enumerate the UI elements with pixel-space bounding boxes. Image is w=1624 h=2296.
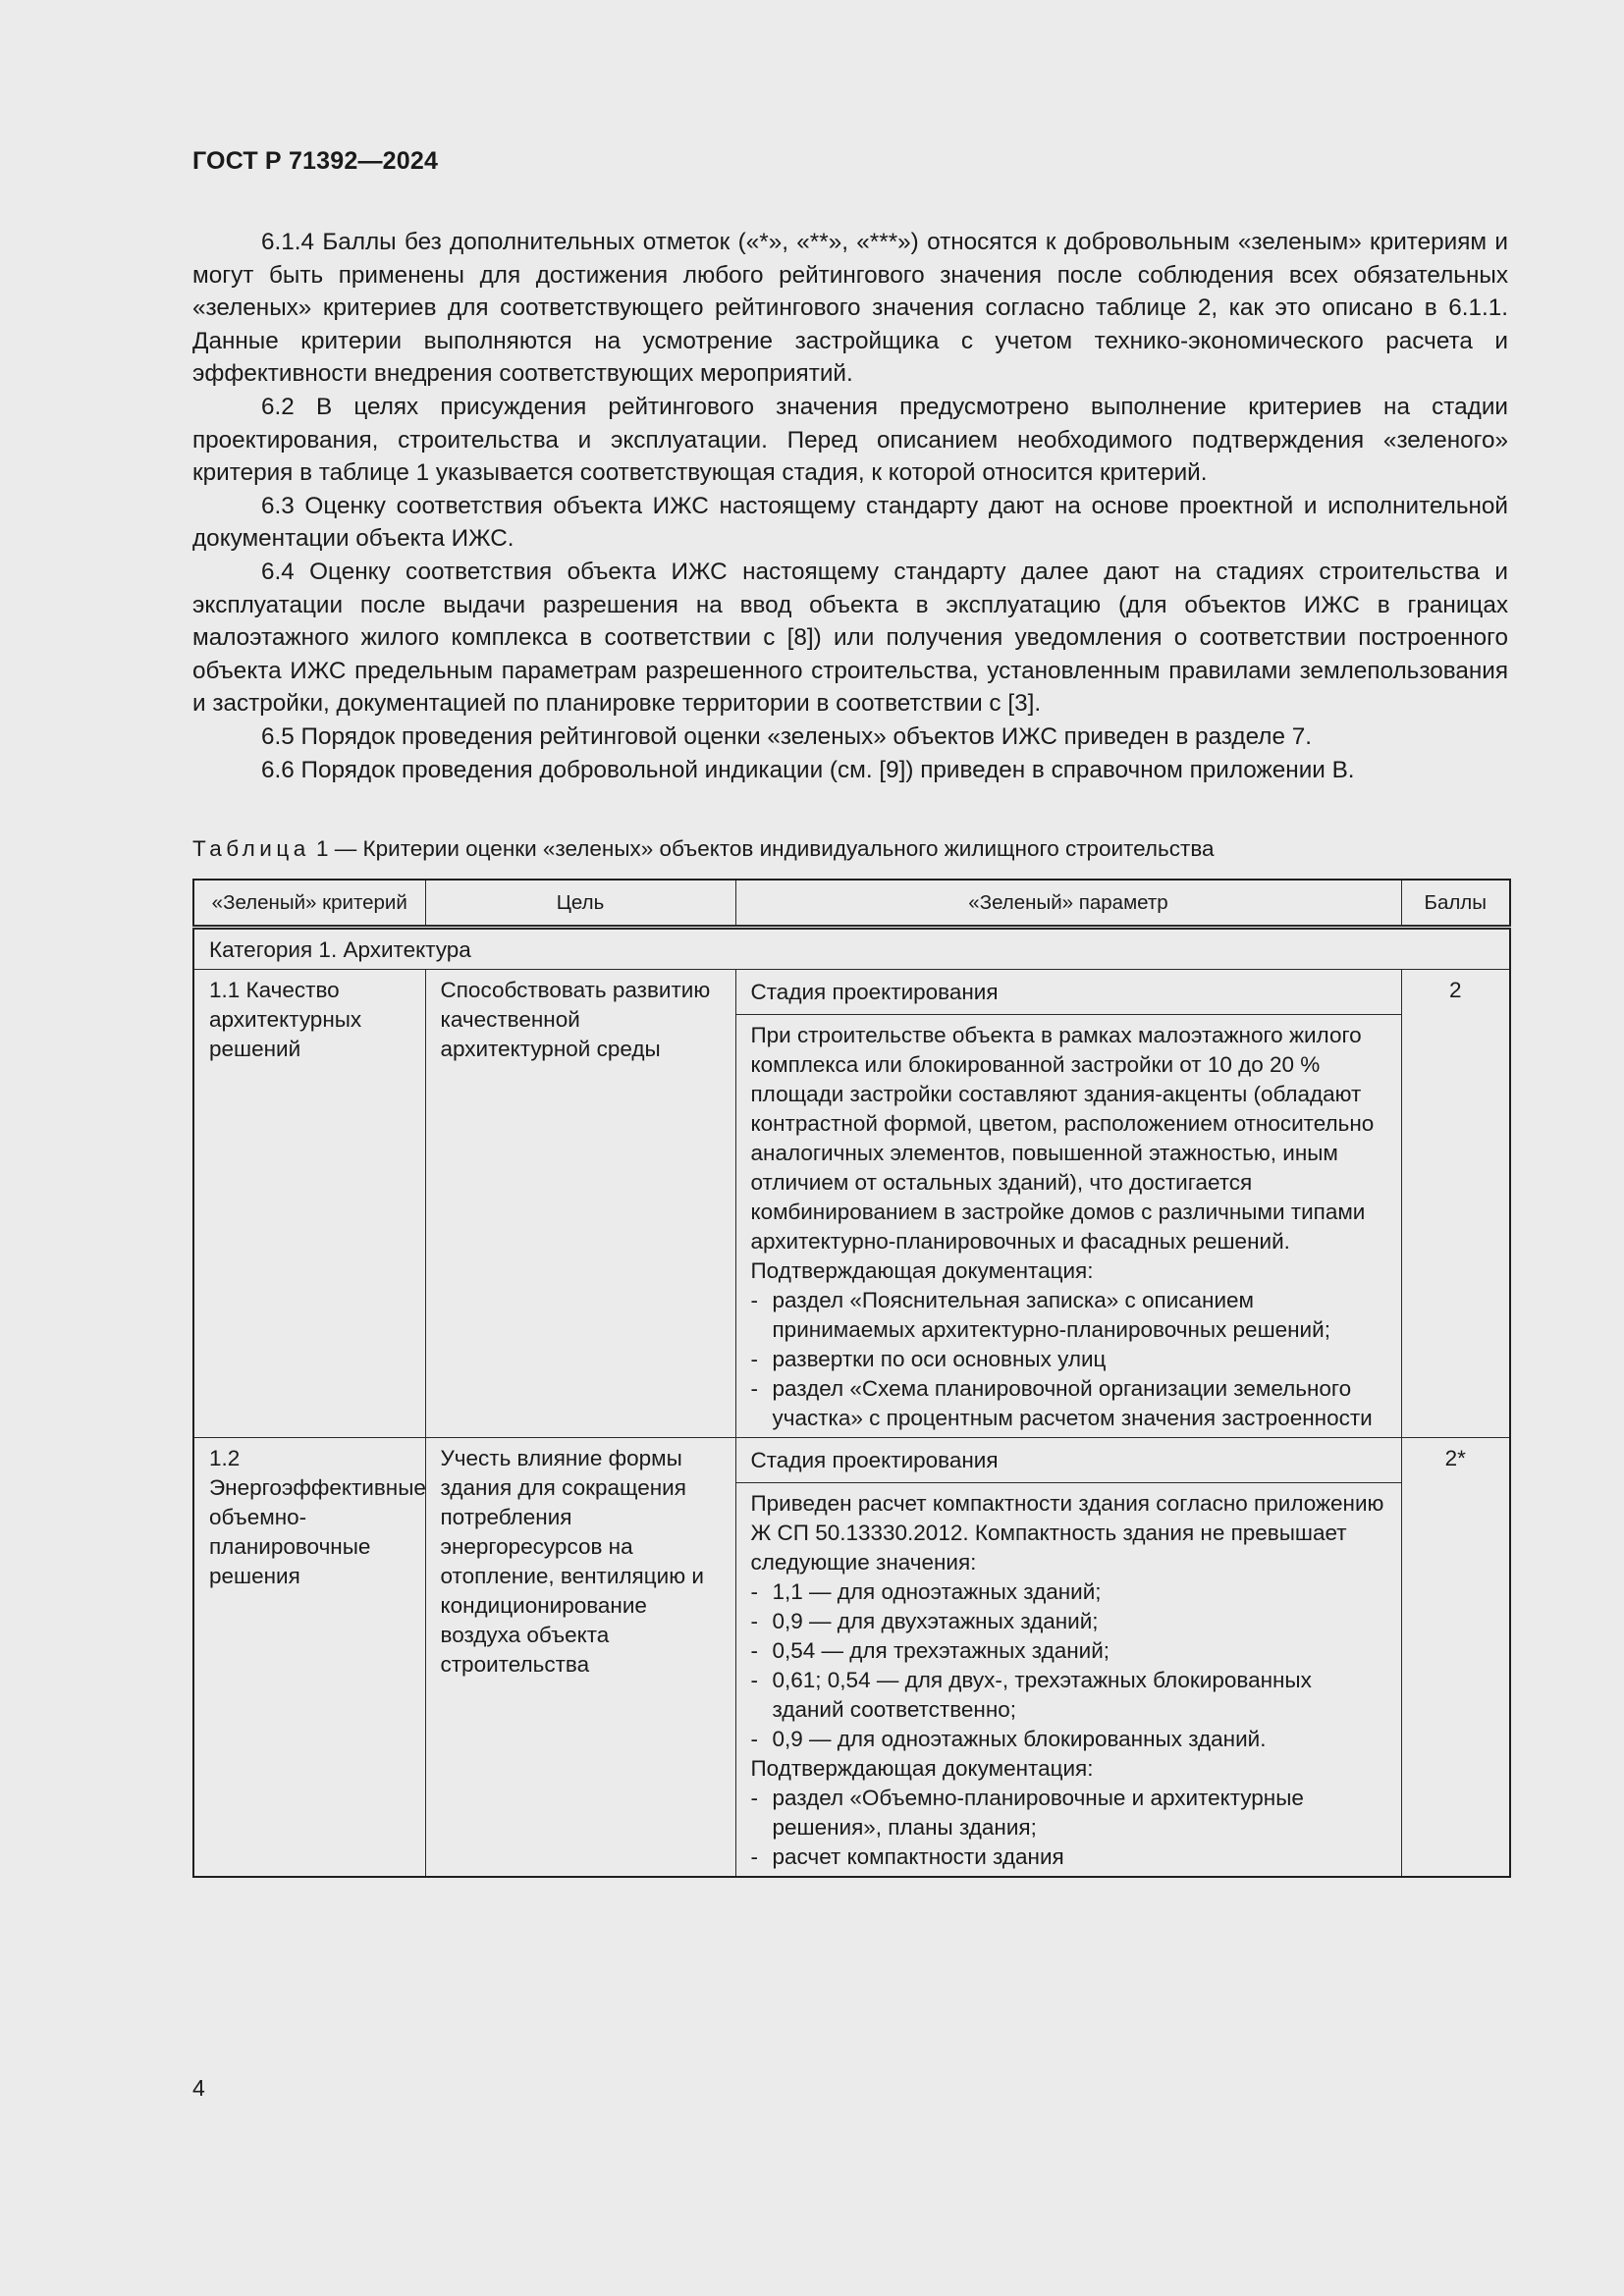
- list-item: - расчет компактности здания: [751, 1842, 1386, 1872]
- paragraph-6-5: 6.5 Порядок проведения рейтинговой оценки «зеленых» объектов ИЖС приведен в разделе 7.: [261, 722, 1312, 750]
- docs-title: Подтверждающая документация:: [750, 1258, 1094, 1283]
- table-row: [193, 970, 1510, 1015]
- paragraph-6-3: 6.3 Оценку соответствия объекта ИЖС настоящему стандарту дают на основе проектной и исполнительной документации объекта ИЖС.: [192, 492, 1508, 553]
- parameter-description: Приведен расчет компактности здания согласно приложению Ж СП 50.13330.2012. Компактность здания не превышает следующие значения:: [750, 1491, 1384, 1575]
- criterion-cell: 1.2 Энергоэффективные объемно-планировочные решения: [193, 1438, 425, 1878]
- values-list: [751, 1577, 1386, 1754]
- list-item: - развертки по оси основных улиц: [751, 1345, 1386, 1374]
- criteria-table: [192, 879, 1511, 1878]
- header-criterion: «Зеленый» критерий: [193, 880, 425, 928]
- parameter-description: При строительстве объекта в рамках малоэтажного жилого комплекса или блокированной застройки от 10 до 20 % площади застройки составляют здания-акценты (обладают контрастной формой, цветом, расположением относительно аналогичных элементов, повышенной этажностью, иным отличием от остальных зданий), что достигается комбинированием в застройке домов с различными типами архитектурно-планировочных и фасадных решений.: [750, 1023, 1375, 1254]
- list-item: - 0,54 — для трехэтажных зданий;: [751, 1636, 1386, 1666]
- list-item: - 0,61; 0,54 — для двух-, трехэтажных блокированных зданий соответственно;: [751, 1666, 1386, 1725]
- category-row: [193, 928, 1510, 970]
- table-caption-text: 1 — Критерии оценки «зеленых» объектов индивидуального жилищного строительства: [309, 836, 1215, 861]
- list-item: - раздел «Объемно-планировочные и архитектурные решения», планы здания;: [751, 1784, 1386, 1842]
- body-text: [192, 226, 1508, 786]
- list-item: - 0,9 — для двухэтажных зданий;: [751, 1607, 1386, 1636]
- header-goal: Цель: [425, 880, 735, 928]
- goal-cell: Учесть влияние формы здания для сокращения потребления энергоресурсов на отопление, вентиляцию и кондиционирование воздуха объекта строительства: [425, 1438, 735, 1878]
- docs-list: [751, 1286, 1386, 1433]
- table-caption: [192, 836, 1215, 862]
- list-item: - 1,1 — для одноэтажных зданий;: [751, 1577, 1386, 1607]
- score-cell: 2: [1401, 970, 1510, 1438]
- docs-title: Подтверждающая документация:: [750, 1756, 1094, 1781]
- header-score: Баллы: [1401, 880, 1510, 928]
- paragraph-6-6: 6.6 Порядок проведения добровольной индикации (см. [9]) приведен в справочном приложении В.: [261, 756, 1355, 783]
- document-code: ГОСТ Р 71392—2024: [192, 147, 439, 175]
- docs-list: [751, 1784, 1386, 1872]
- category-label: Категория 1. Архитектура: [193, 928, 1510, 970]
- table-header-row: [193, 880, 1510, 928]
- page-number: 4: [192, 2075, 205, 2101]
- stage-cell: Стадия проектирования: [735, 970, 1401, 1015]
- list-item: - раздел «Пояснительная записка» с описанием принимаемых архитектурно-планировочных решений;: [751, 1286, 1386, 1345]
- score-cell: 2*: [1401, 1438, 1510, 1878]
- stage-cell: Стадия проектирования: [735, 1438, 1401, 1483]
- paragraph-6-2: 6.2 В целях присуждения рейтингового значения предусмотрено выполнение критериев на стадии проектирования, строительства и эксплуатации. Перед описанием необходимого подтверждения «зеленого» критерия в таблице 1 указывается соответствующая стадия, к которой относится критерий.: [192, 393, 1508, 487]
- parameter-cell: [735, 1483, 1401, 1878]
- parameter-cell: [735, 1015, 1401, 1438]
- header-parameter: «Зеленый» параметр: [735, 880, 1401, 928]
- list-item: - раздел «Схема планировочной организации земельного участка» с процентным расчетом значения застроенности: [751, 1374, 1386, 1433]
- table-row: [193, 1438, 1510, 1483]
- list-item: - 0,9 — для одноэтажных блокированных зданий.: [751, 1725, 1386, 1754]
- criterion-cell: 1.1 Качество архитектурных решений: [193, 970, 425, 1438]
- table-caption-label: Таблица: [192, 836, 310, 861]
- goal-cell: Способствовать развитию качественной архитектурной среды: [425, 970, 735, 1438]
- paragraph-6-4: 6.4 Оценку соответствия объекта ИЖС настоящему стандарту далее дают на стадиях строительства и эксплуатации после выдачи разрешения на ввод объекта в эксплуатацию (для объектов ИЖС в границах малоэтажного жилого комплекса в соответствии с [8]) или получения уведомления о соответствии построенного объекта ИЖС предельным параметрам разрешенного строительства, установленным правилами землепользования и застройки, документацией по планировке территории в соответствии с [3].: [192, 558, 1508, 718]
- paragraph-6-1-4: 6.1.4 Баллы без дополнительных отметок («*», «**», «***») относятся к добровольным «зеленым» критериям и могут быть применены для достижения любого рейтингового значения после соблюдения всех обязательных «зеленых» критериев для соответствующего рейтингового значения согласно таблице 2, как это описано в 6.1.1. Данные критерии выполняются на усмотрение застройщика с учетом технико-экономического расчета и эффективности внедрения соответствующих мероприятий.: [192, 229, 1508, 388]
